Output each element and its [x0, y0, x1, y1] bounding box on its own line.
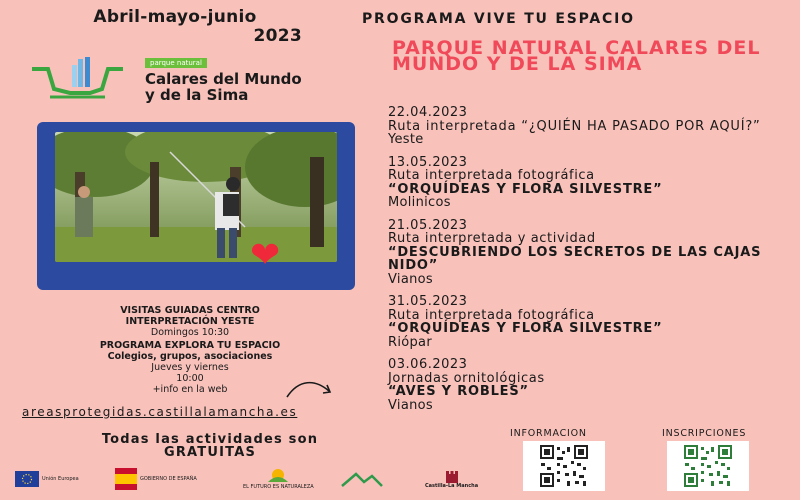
visits-schedule: Domingos 10:30: [150, 327, 230, 338]
sun-leaf-icon: [266, 468, 290, 484]
event-place: Vianos: [388, 271, 433, 287]
event-date: 21.05.2023: [388, 217, 468, 233]
event-activity: Jornadas ornitológicas: [388, 370, 545, 386]
event-date: 22.04.2023: [388, 105, 468, 120]
naturaleza-logo: [243, 465, 314, 493]
castle-icon: [444, 469, 460, 483]
event-place: Molinicos: [388, 195, 451, 210]
park-title: PARQUE NATURAL CALARES DEL MUNDO Y DE LA SIMA: [392, 37, 761, 75]
events-list: [388, 106, 788, 421]
visits-title-line1: VISITAS GUIADAS CENTRO: [120, 305, 260, 316]
event-activity: Ruta interpretada fotográfica: [388, 168, 595, 183]
sponsor-logos: [15, 465, 515, 495]
event-activity: Ruta interpretada “¿QUIÉN HA PASADO POR AQUÍ?”: [388, 118, 761, 134]
heart-icon: ❤: [250, 235, 281, 276]
mountain-icon: [340, 470, 384, 488]
info-label: INFORMACION: [510, 428, 587, 439]
curved-arrow-icon: [285, 375, 335, 401]
spain-shield-icon: [115, 468, 137, 490]
event-title: “AVES Y ROBLES”: [388, 384, 529, 399]
year-text: 2023: [253, 26, 302, 46]
qr-code-icon: [671, 445, 745, 487]
event-place: Yeste: [388, 132, 424, 147]
mountain-logo: [340, 465, 384, 493]
inscripciones-label: INSCRIPCIONES: [662, 428, 747, 439]
event-item: [388, 358, 788, 412]
eu-logo: [15, 465, 79, 493]
event-date: 31.05.2023: [388, 294, 468, 309]
website-link[interactable]: areasprotegidas.castillalamancha.es: [22, 405, 298, 419]
guided-visits: [40, 305, 340, 338]
free-activities-note: [30, 433, 390, 459]
park-name-line1: Calares del Mundo: [145, 70, 302, 88]
free-note-line1: Todas las actividades son: [101, 432, 319, 447]
qr-code-icon: [527, 445, 601, 487]
eu-flag-icon: [15, 471, 39, 487]
event-place: Riópar: [388, 334, 432, 350]
event-title: “ORQUÍDEAS Y FLORA SILVESTRE”: [388, 181, 663, 197]
season-header: [30, 8, 320, 46]
explora-time: 10:00: [176, 373, 204, 384]
event-item: [388, 295, 788, 349]
clm-logo: [425, 465, 478, 493]
explora-audience: Colegios, grupos, asociaciones: [107, 351, 273, 362]
event-title: “ORQUÍDEAS Y FLORA SILVESTRE”: [388, 321, 663, 336]
event-date: 03.06.2023: [388, 357, 468, 372]
visits-title-line2: INTERPRETACIÓN YESTE: [125, 316, 255, 327]
event-title: “DESCUBRIENDO LOS SECRETOS DE LAS CAJAS NIDO”: [388, 244, 762, 273]
event-activity: Ruta interpretada y actividad: [388, 231, 596, 246]
explora-days: Jueves y viernes: [151, 362, 229, 373]
months-text: Abril-mayo-junio: [93, 7, 257, 27]
spain-logo: [115, 465, 197, 493]
park-tag: parque natural: [145, 58, 207, 68]
clm-text: Castilla-La Mancha: [425, 483, 479, 489]
eu-text: Unión Europea: [42, 476, 79, 482]
event-item: [388, 156, 788, 210]
event-activity: Ruta interpretada fotográfica: [388, 307, 595, 323]
park-name-line2: y de la Sima: [145, 86, 249, 104]
info-qr-code[interactable]: [523, 441, 605, 491]
free-note-line2: GRATUITAS: [163, 445, 257, 460]
naturaleza-text: EL FUTURO ES NATURALEZA: [243, 484, 314, 490]
photo-frame: [37, 122, 355, 290]
park-logo: [30, 55, 350, 105]
event-item: [388, 219, 788, 287]
forest-photo: [55, 132, 337, 262]
inscripciones-qr-code[interactable]: [667, 441, 749, 491]
program-title: PROGRAMA VIVE TU ESPACIO: [362, 11, 635, 27]
event-date: 13.05.2023: [388, 154, 468, 170]
event-place: Vianos: [388, 397, 433, 413]
park-emblem-icon: [30, 55, 125, 100]
explora-more: +info en la web: [152, 384, 228, 395]
park-name: [145, 71, 302, 103]
explora-title: PROGRAMA EXPLORA TU ESPACIO: [99, 340, 281, 351]
spain-text: GOBIERNO DE ESPAÑA: [140, 476, 197, 482]
event-item: [388, 106, 788, 147]
